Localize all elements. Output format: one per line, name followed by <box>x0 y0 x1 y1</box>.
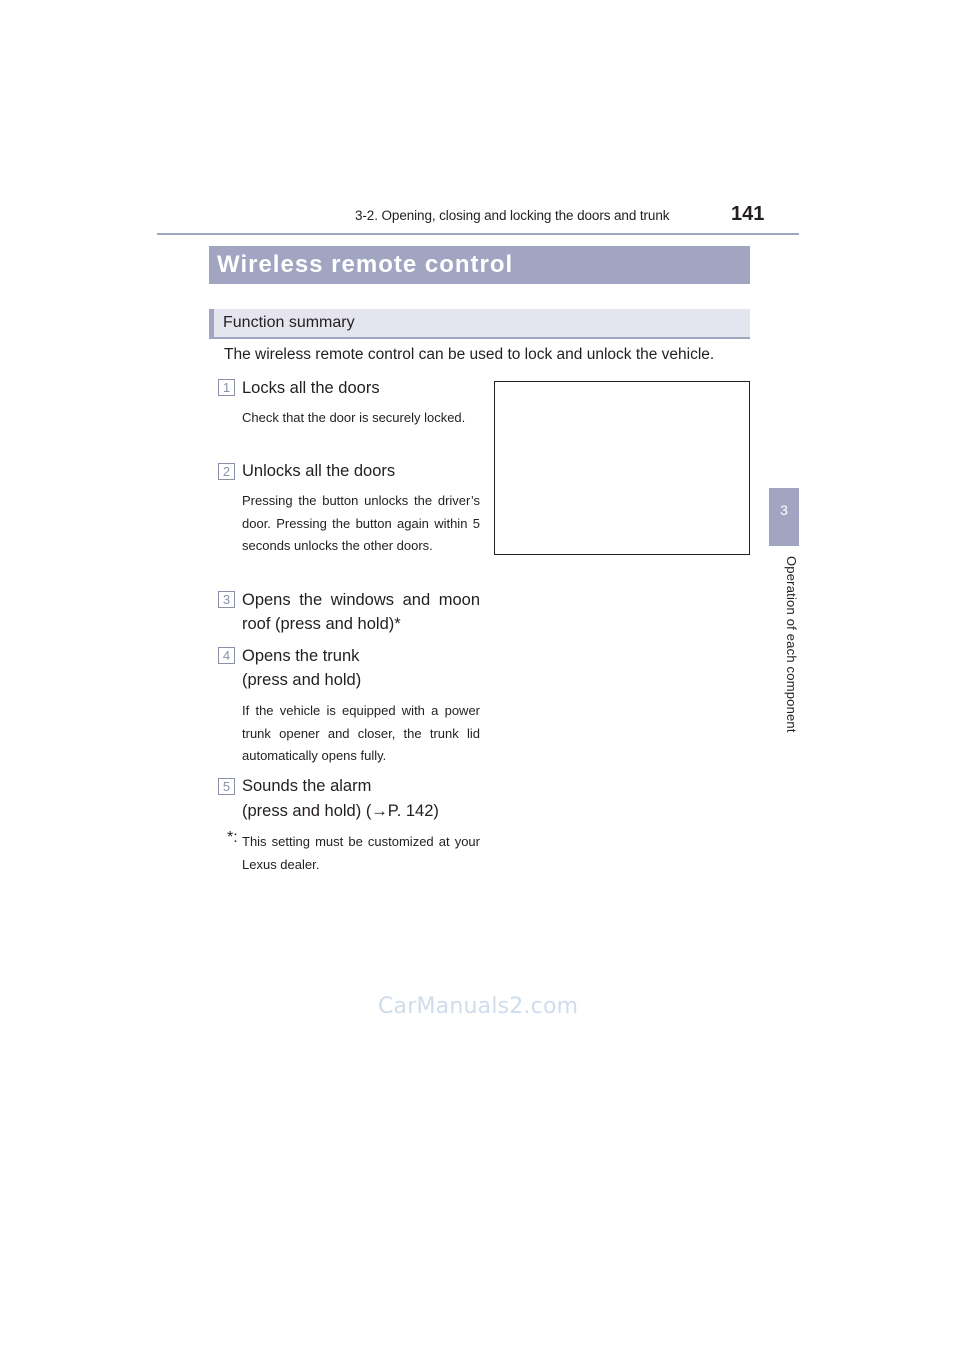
item-number-1: 1 <box>218 379 235 396</box>
footnote-mark: *: <box>227 829 238 846</box>
item-desc-1: Check that the door is securely locked. <box>242 410 466 425</box>
chapter-tab-number: 3 <box>780 502 788 518</box>
page-number: 141 <box>731 203 765 225</box>
item-number-3: 3 <box>218 591 235 608</box>
header-rule <box>157 233 799 235</box>
chapter-header: 3-2. Opening, closing and locking the doors and trunk <box>355 208 670 223</box>
item-title-1: Locks all the doors <box>242 379 380 397</box>
item-title-3-line1: Opens the windows and moon <box>242 591 480 609</box>
chapter-tab-label: Operation of each component <box>784 556 799 733</box>
item-desc-2: Pressing the button unlocks the driver’s door. Pressing the button again within 5 seconds unlocks the other doors. <box>242 493 480 553</box>
subsection-underline <box>209 337 750 339</box>
item-number-5: 5 <box>218 778 235 795</box>
section-title: Wireless remote control <box>209 246 750 284</box>
watermark: CarManuals2.com <box>378 994 579 1019</box>
item-title-5-line2: (press and hold) (→P. 142) <box>242 802 439 820</box>
item-title-4-line1: Opens the trunk <box>242 647 360 665</box>
footnote-text: This setting must be customized at your Lexus dealer. <box>242 834 480 872</box>
item-desc-4: If the vehicle is equipped with a power trunk opener and closer, the trunk lid automatically opens fully. <box>242 703 480 763</box>
intro-text: The wireless remote control can be used to lock and unlock the vehicle. <box>224 346 715 363</box>
item-number-4: 4 <box>218 647 235 664</box>
item-title-2: Unlocks all the doors <box>242 462 396 480</box>
item-title-3-line2: roof (press and hold)* <box>242 615 401 633</box>
remote-illustration-frame <box>494 381 750 555</box>
item-title-4-line2: (press and hold) <box>242 671 362 689</box>
subsection-title: Function summary <box>223 314 355 331</box>
item-number-2: 2 <box>218 463 235 480</box>
item-title-5-line1: Sounds the alarm <box>242 777 372 795</box>
